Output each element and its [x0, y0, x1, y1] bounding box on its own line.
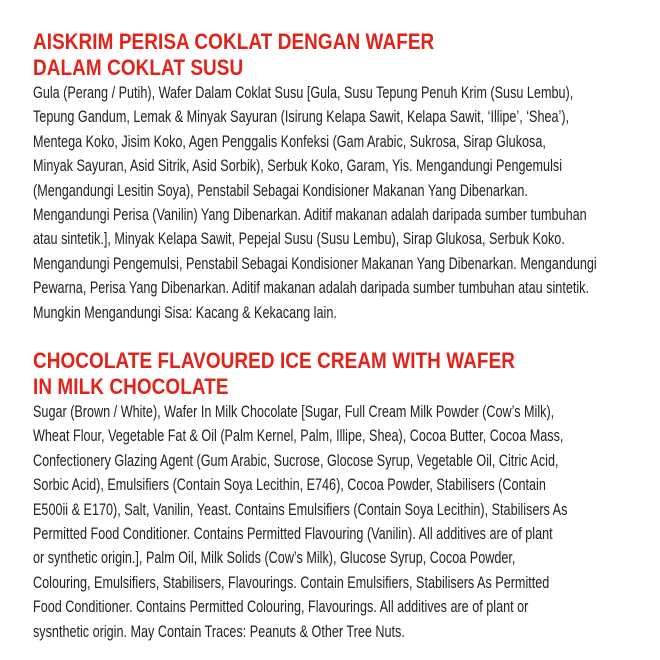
english-ingredients-section: [33, 348, 633, 644]
text-line: Pewarna, Perisa Yang Dibenarkan. Aditif makanan adalah daripada sumber tumbuhan atau sintetik.: [33, 279, 589, 298]
title-line: CHOCOLATE FLAVOURED ICE CREAM WITH WAFER: [33, 348, 516, 373]
text-line: (Mengandungi Lesitin Soya), Penstabil Sebagai Kondisioner Makanan Yang Dibenarkan.: [33, 181, 528, 200]
english-ingredients-text: [33, 400, 633, 644]
title-line: AISKRIM PERISA COKLAT DENGAN WAFER: [33, 29, 435, 54]
text-line: Permitted Food Conditioner. Contains Permitted Flavouring (Vanilin). All additives are of plant: [33, 525, 553, 544]
text-line: E500ii & E170), Salt, Vanilin, Yeast. Contains Emulsifiers (Contain Soya Lecithin), Stabilisers As: [33, 500, 568, 519]
text-line: Mengandungi Pengemulsi, Penstabil Sebagai Kondisioner Makanan Yang Dibenarkan. Mengandungi: [33, 254, 597, 273]
text-line: or synthetic origin.], Palm Oil, Milk Solids (Cow’s Milk), Glucose Syrup, Cocoa Powder,: [33, 549, 516, 568]
text-line: Mungkin Mengandungi Sisa: Kacang & Kekacang lain.: [33, 303, 337, 322]
english-product-title: [33, 348, 633, 400]
text-line: atau sintetik.], Minyak Kelapa Sawit, Pepejal Susu (Susu Lembu), Sirap Glukosa, Serbuk Koko.: [33, 230, 565, 249]
text-line: Tepung Gandum, Lemak & Minyak Sayuran (Isirung Kelapa Sawit, Kelapa Sawit, ‘Illipe’, ‘Shea’),: [33, 108, 570, 127]
text-line: Confectionery Glazing Agent (Gum Arabic, Sucrose, Glocose Syrup, Vegetable Oil, Citric Acid,: [33, 451, 559, 470]
text-line: sysnthetic origin. May Contain Traces: Peanuts & Other Tree Nuts.: [33, 622, 405, 641]
text-line: Mentega Koko, Jisim Koko, Agen Penggalis Konfeksi (Gam Arabic, Sukrosa, Sirap Glukosa,: [33, 132, 546, 151]
text-line: Wheat Flour, Vegetable Fat & Oil (Palm Kernel, Palm, Illipe, Shea), Cocoa Butter, Cocoa Mass,: [33, 427, 564, 446]
title-line: IN MILK CHOCOLATE: [33, 374, 229, 399]
text-line: Gula (Perang / Putih), Wafer Dalam Coklat Susu [Gula, Susu Tepung Penuh Krim (Susu Lembu),: [33, 84, 574, 102]
text-line: Food Conditioner. Contains Permitted Colouring, Flavourings. All additives are of plant or: [33, 598, 529, 617]
title-line: DALAM COKLAT SUSU: [33, 55, 244, 80]
text-line: Mengandungi Perisa (Vanilin) Yang Dibenarkan. Aditif makanan adalah daripada sumber tumbuhan: [33, 206, 587, 225]
text-line: Colouring, Emulsifiers, Stabilisers, Flavourings. Contain Emulsifiers, Stabilisers As Permitted: [33, 573, 550, 592]
malay-product-title: [33, 29, 633, 81]
text-line: Sorbic Acid), Emulsifiers (Contain Soya Lecithin, E746), Cocoa Powder, Stabilisers (Contain: [33, 476, 546, 495]
malay-ingredients-text: [33, 81, 633, 325]
text-line: Sugar (Brown / White), Wafer In Milk Chocolate [Sugar, Full Cream Milk Powder (Cow’s Milk),: [33, 403, 555, 421]
malay-ingredients-section: [33, 29, 633, 325]
text-line: Minyak Sayuran, Asid Sitrik, Asid Sorbik), Serbuk Koko, Garam, Yis. Mengandungi Pengemulsi: [33, 157, 562, 176]
